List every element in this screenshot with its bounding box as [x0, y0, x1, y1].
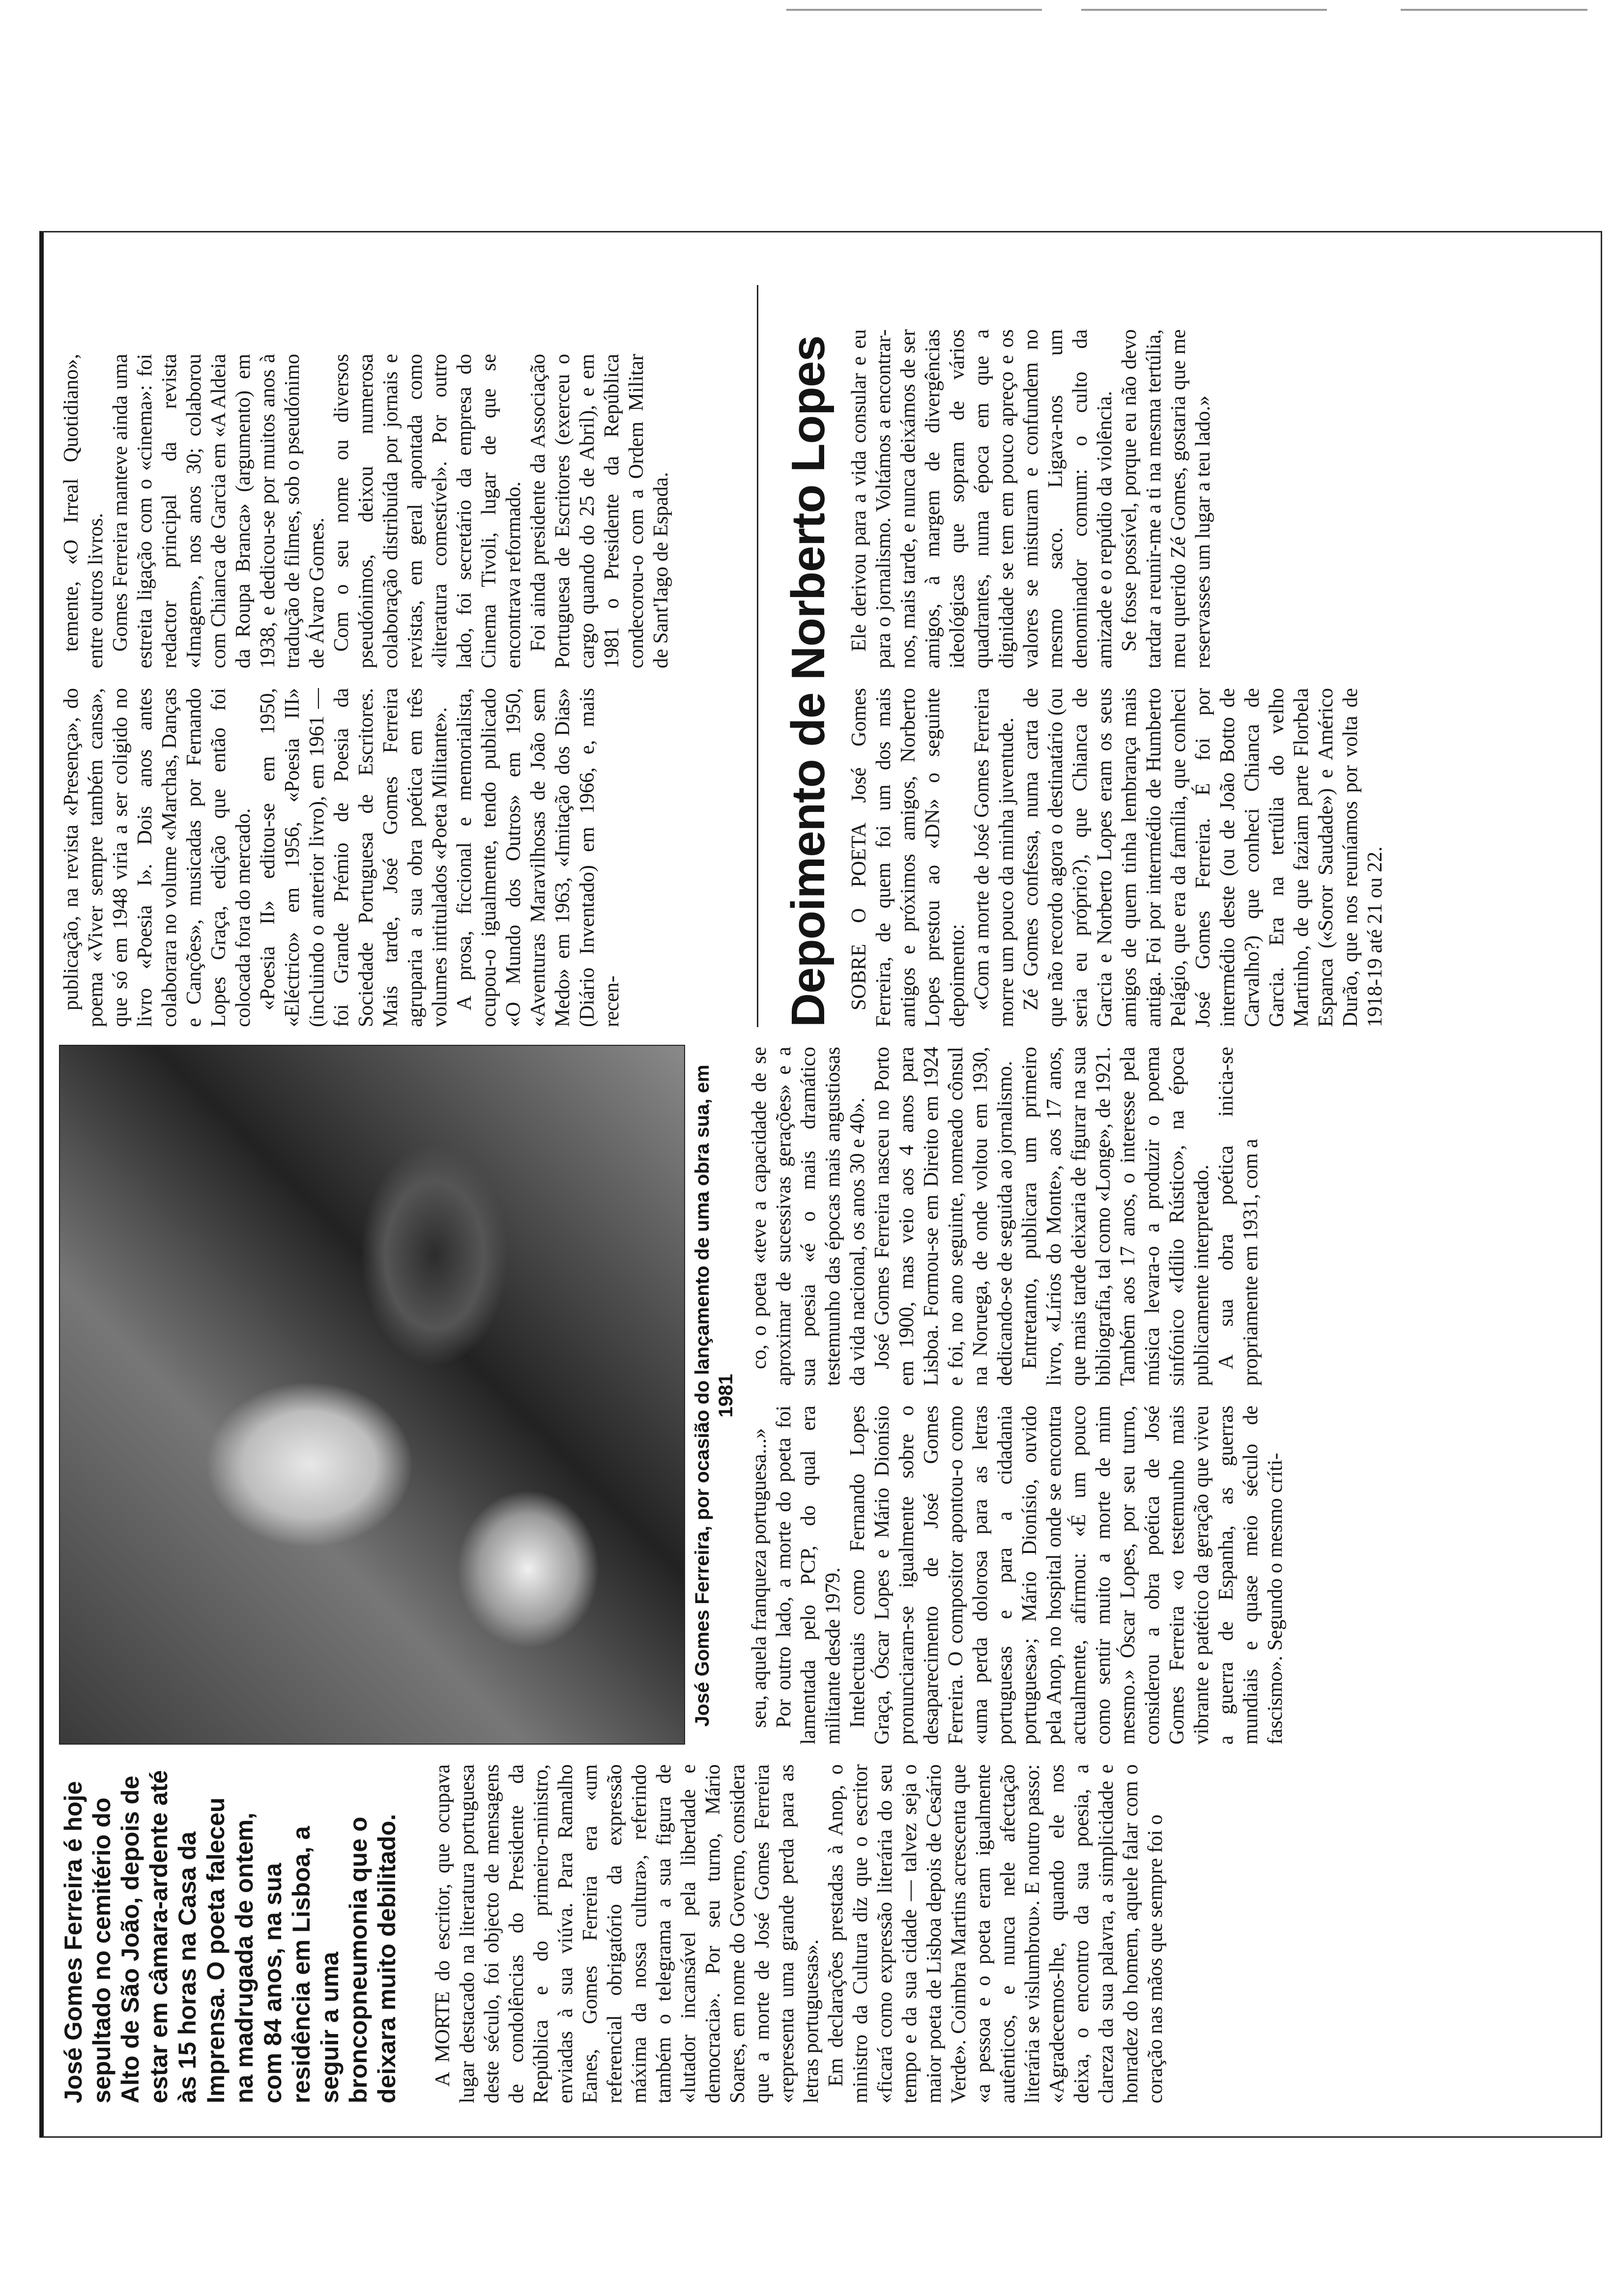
body-paragraph: «Poesia II» editou-se em 1950, «Eléctrico» em 1956, «Poesia III» (incluindo o anterior livro), em 1961 — foi Grande Prémio de Poesia da Sociedade Portuguesa de Escritores. Mais tarde, José Gomes Ferreira agruparia a sua obra poética em três volumes intitulados «Poeta Militante».	[257, 688, 451, 1027]
body-paragraph: Com o seu nome ou diversos pseudónimos, deixou numerosa colaboração distribuída por jornais e revistas, em geral apontada como «literatura comestível». Por outro lado, foi secretário da empresa do Cinema Tivoli, lugar de que se encontrava reformado.	[330, 354, 525, 668]
body-paragraph: Foi ainda presidente da Associação Portuguesa de Escritores (exerceu o cargo quando do 25 de Abril), e em 1981 o Presidente da República condecorou-o com a Ordem Militar de Sant'Iago de Espada.	[527, 354, 672, 668]
testimony-column-1	[847, 688, 1583, 1027]
column-4	[59, 688, 747, 1027]
body-paragraph: Por outro lado, a morte do poeta foi lamentada pelo PCP, do qual era militante desde 1979.	[773, 1406, 844, 1745]
body-paragraph: publicação, na revista «Presença», do poema «Viver sempre também cansa», que só em 1948 viria a ser coligido no livro «Poesia I». Dois anos antes colaborara no volume «Marchas, Danças e Canções», musicadas por Fernando Lopes Graça, edição que então foi colocada fora do mercado.	[60, 688, 255, 1027]
body-paragraph: A MORTE do escritor, que ocupava lugar destacado na literatura portuguesa deste século, foi objecto de mensagens de condolências do Presidente da República e do primeiro-ministro, enviadas à sua viúva. Para Ramalho Eanes, Gomes Ferreira era «um referencial obrigatório da expressão máxima da nossa cultura», referindo também o telegrama a sua figura de «lutador incansável pela liberdade e democracia». Por seu turno, Mário Soares, em nome do Governo, considera que a morte de José Gomes Ferreira «representa uma grande perda para as letras portuguesas».	[432, 1764, 823, 2103]
column-2	[747, 1406, 1583, 1745]
scan-mark	[1081, 9, 1327, 11]
body-paragraph: Ele derivou para a vida consular e eu para o jornalismo. Voltámos a encontrar-nos, mais tarde, e nunca deixámos de ser amigos, à margem de divergências ideológicas que sopram de vários quadrantes, numa época em que a dignidade se tem em pouco apreço e os valores se misturam e confundem no mesmo saco. Ligava-nos um denominador comum: o culto da amizade e o repúdio da violência.	[848, 329, 1116, 668]
body-paragraph: SOBRE O POETA José Gomes Ferreira, de quem foi um dos mais antigos e próximos amigos, Norberto Lopes prestou ao «DN» o seguinte depoimento:	[848, 688, 969, 1027]
body-paragraph: Em declarações prestadas à Anop, o ministro da Cultura diz que o escritor «ficará como expressão literária do seu tempo e da sua cidade — talvez seja o maior poeta de Lisboa depois de Cesário Verde». Coimbra Martins acrescenta que «a pessoa e o poeta eram igualmente autênticos, e nunca nele afectação literária se vislumbrou». E noutro passo: «Agradecemos-lhe, quando ele nos deixa, o encontro da sua poesia, a clareza da sua palavra, a simplicidade e honradez do homem, aquele falar com o coração nas mãos que sempre foi o	[825, 1764, 1167, 2103]
newspaper-page	[39, 256, 1592, 2133]
body-paragraph: A prosa, ficcional e memorialista, ocupou-o igualmente, tendo publicado «O Mundo dos Outros» em 1950, «Aventuras Maravilhosas de João sem Medo» em 1963, «Imitação dos Dias» (Diário Inventado) em 1966, e, mais recen-	[453, 688, 623, 1027]
testimony-column-2	[847, 329, 1583, 668]
column-3	[747, 1047, 1583, 1386]
body-paragraph: «Com a morte de José Gomes Ferreira morre um pouco da minha juventude.	[971, 688, 1018, 1027]
body-paragraph: co, o poeta «teve a capacidade de se aproximar de sucessivas gerações» e a sua poesia «é o mais dramático testemunho das épocas mais angustiosas da vida nacional, os anos 30 e 40».	[748, 1047, 869, 1386]
scan-mark	[1401, 9, 1587, 11]
body-paragraph: Entretanto, publicara um primeiro livro, «Lírios do Monte», aos 17 anos, que mais tarde deixaria de figurar na sua bibliografia, tal como «Longe», de 1921. Também aos 17 anos, o interesse pela música levara-o a produzir o poema sinfónico «Idílio Rústico», na época publicamente interpretado.	[1018, 1047, 1213, 1386]
body-paragraph: temente, «O Irreal Quotidiano», entre outros livros.	[60, 354, 107, 668]
body-paragraph: Zé Gomes confessa, numa carta de que não recordo agora o destinatário (ou seria eu próprio?), que Chianca de Garcia e Norberto Lopes eram os seus amigos de quem tinha lembrança mais antiga. Foi por intermédio de Humberto Pelágio, que era da família, que conheci José Gomes Ferreira. É foi por intermédio deste (ou de João Botto de Carvalho?) que conheci Chianca de Garcia. Era na tertúlia do velho Martinho, de que faziam parte Florbela Espanca («Soror Saudade») e Américo Durão, que nos reuníamos por volta de 1918-19 até 21 ou 22.	[1020, 688, 1386, 1027]
testimony-box	[757, 285, 1583, 1027]
scan-mark	[786, 9, 1042, 11]
poet-photo	[59, 1045, 685, 1745]
body-paragraph: José Gomes Ferreira nasceu no Porto em 1900, mas veio aos 4 anos para Lisboa. Formou-se em Direito em 1924 e foi, no ano seguinte, nomeado cônsul na Noruega, de onde voltou em 1930, dedicando-se de seguida ao jornalismo.	[871, 1047, 1016, 1386]
body-paragraph: Intelectuais como Fernando Lopes Graça, Óscar Lopes e Mário Dionísio pronunciaram-se igualmente sobre o desaparecimento de José Gomes Ferreira. O compositor apontou-o como «uma perda dolorosa para as letras portuguesas e para a cidadania portuguesa»; Mário Dionísio, ouvido pela Anop, no hospital onde se encontra actualmente, afirmou: «É um pouco como sentir muito a morte de mim mesmo.» Óscar Lopes, por seu turno, considerou a obra poética de José Gomes Ferreira «o testemunho mais vibrante e patético da geração que viveu a guerra de Espanha, as guerras mundiais e quase meio século de fascismo». Segundo o mesmo críti-	[846, 1406, 1287, 1745]
body-paragraph: Gomes Ferreira manteve ainda uma estreita ligação com o «cinema»: foi redactor principal da revista «Imagem», nos anos 30; colaborou com Chianca de Garcia em «A Aldeia da Roupa Branca» (argumento) em 1938, e dedicou-se por muitos anos à tradução de filmes, sob o pseudónimo de Álvaro Gomes.	[109, 354, 328, 668]
testimony-headline: Depoimento de Norberto Lopes	[782, 336, 835, 1027]
body-paragraph: Se fosse possível, porque eu não devo tardar a reunir-me a ti na mesma tertúlia, meu querido Zé Gomes, gostaria que me reservasses um lugar a teu lado.»	[1118, 329, 1214, 668]
lead-paragraph: José Gomes Ferreira é hoje sepultado no cemitério do Alto de São João, depois de estar em câmara-ardente até às 15 horas na Casa da Imprensa. O poeta faleceu na madrugada de ontem, com 84 anos, na sua residência em Lisboa, a seguir a uma broncopneumonia que o deixara muito debilitado.	[59, 1770, 401, 2103]
body-paragraph: A sua obra poética inicia-se propriamente em 1931, com a	[1215, 1047, 1262, 1386]
photo-caption: José Gomes Ferreira, por ocasião do lançamento de uma obra sua, em 1981	[691, 1064, 737, 1727]
column-5	[59, 354, 747, 668]
column-1	[59, 1764, 1583, 2103]
body-paragraph: seu, aquela franqueza portuguesa...»	[748, 1428, 771, 1728]
